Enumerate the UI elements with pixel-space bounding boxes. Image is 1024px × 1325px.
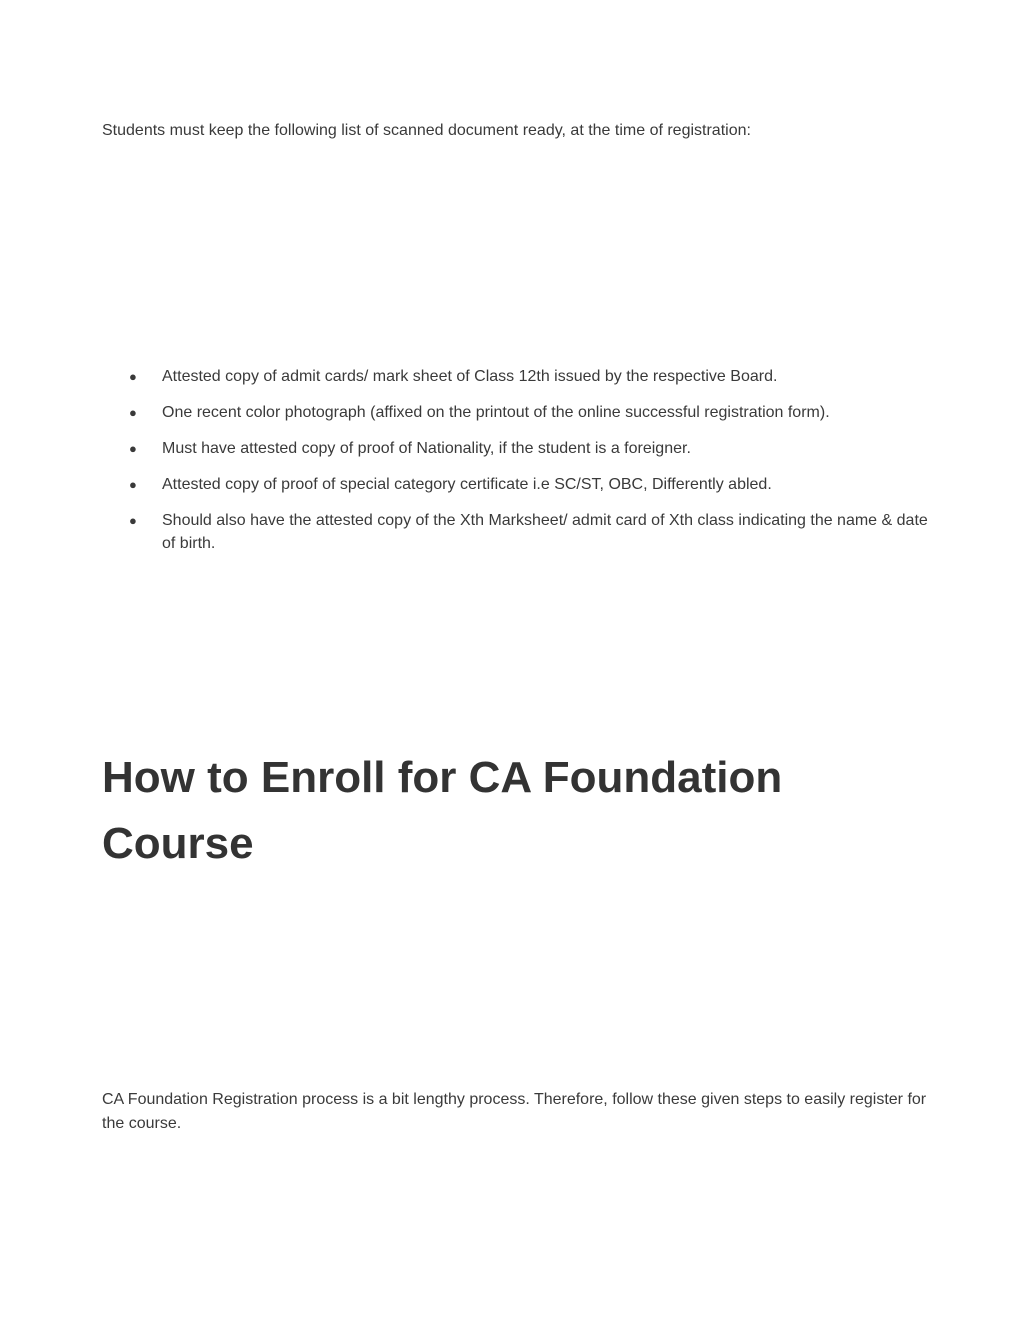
- list-item-text: Must have attested copy of proof of Nationality, if the student is a foreigner.: [162, 440, 691, 457]
- list-item: [102, 365, 932, 388]
- list-item: [102, 473, 932, 496]
- intro-text: Students must keep the following list of scanned document ready, at the time of registration:: [102, 122, 751, 139]
- body-paragraph: CA Foundation Registration process is a bit lengthy process. Therefore, follow these given steps to easily register for the course.: [102, 1091, 927, 1132]
- list-item: [102, 401, 932, 424]
- bullet-icon: ●: [129, 441, 137, 456]
- bullet-icon: ●: [129, 369, 137, 384]
- section-heading: How to Enroll for CA Foundation Course: [102, 753, 783, 868]
- required-documents-list: [102, 365, 932, 568]
- list-item-text: Attested copy of proof of special category certificate i.e SC/ST, OBC, Differently abled.: [162, 476, 772, 493]
- list-item: [102, 437, 932, 460]
- bullet-icon: ●: [129, 477, 137, 492]
- bullet-icon: ●: [129, 513, 137, 528]
- bullet-icon: ●: [129, 405, 137, 420]
- list-item-text: Should also have the attested copy of the Xth Marksheet/ admit card of Xth class indicating the name & date of birth.: [162, 512, 928, 552]
- list-item-text: One recent color photograph (affixed on the printout of the online successful registration form).: [162, 404, 830, 421]
- list-item: [102, 509, 932, 555]
- list-item-text: Attested copy of admit cards/ mark sheet of Class 12th issued by the respective Board.: [162, 368, 778, 385]
